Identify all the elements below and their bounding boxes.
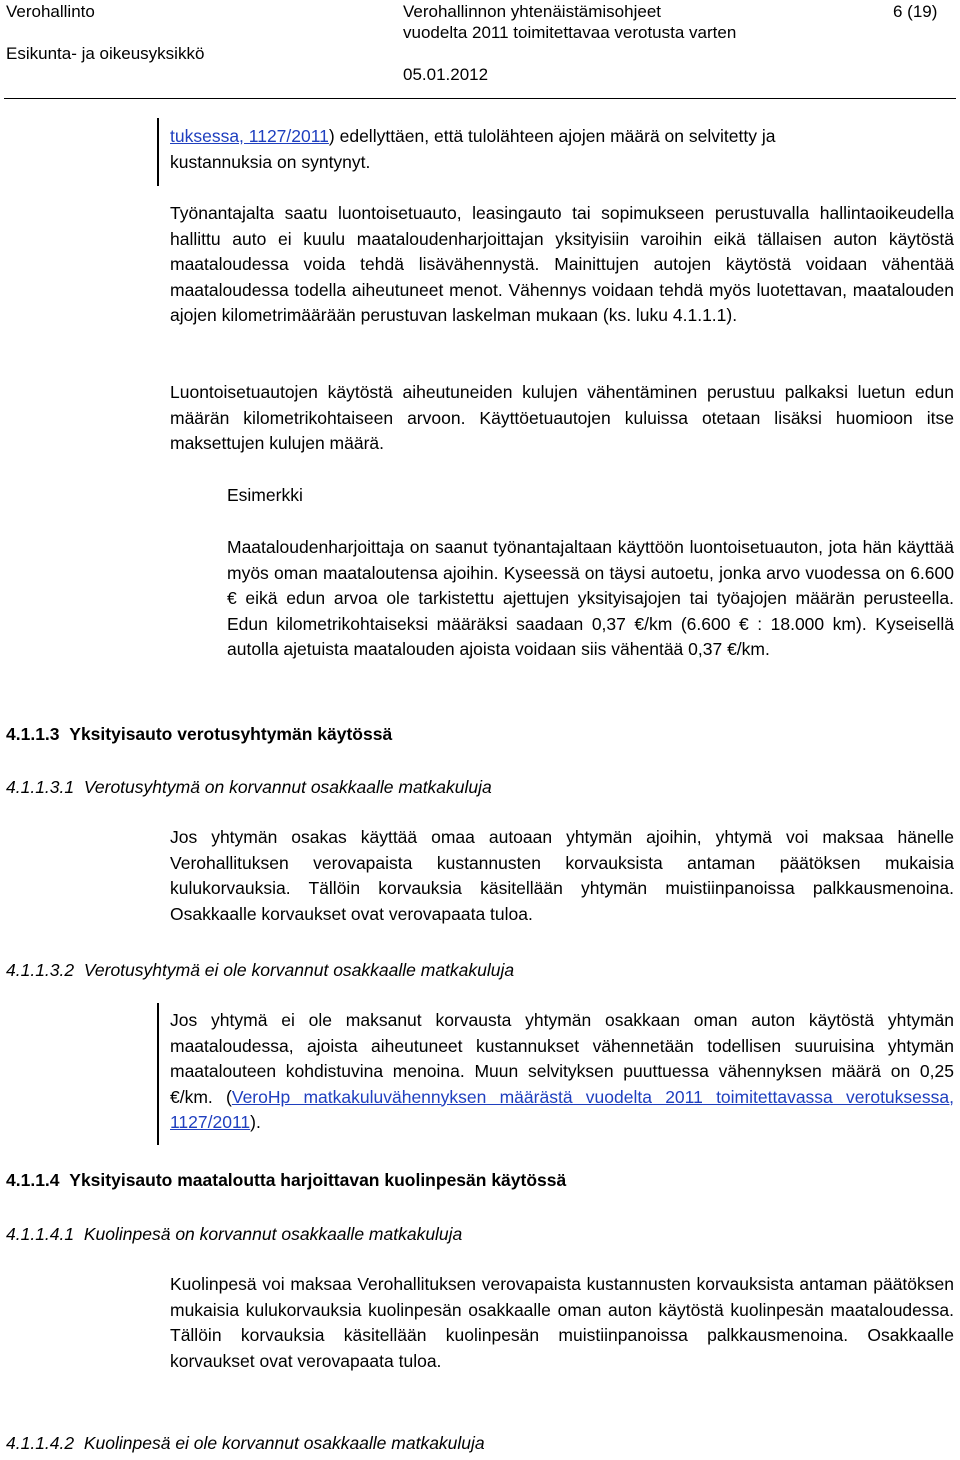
verohp-reference-link[interactable]: VeroHp matkakuluvähennyksen määrästä vuodelta 2011 toimitettavassa verotuksessa, 1127/2011 — [170, 1086, 954, 1132]
law-reference-link[interactable]: tuksessa, 1127/2011 — [170, 126, 329, 146]
header-unit: Esikunta- ja oikeusyksikkö — [6, 44, 205, 63]
header-title-line1: Verohallinnon yhtenäistämisohjeet — [403, 2, 662, 21]
header-org: Verohallinto — [6, 2, 95, 21]
subsection-heading-4-1-1-3-2: 4.1.1.3.2 Verotusyhtymä ei ole korvannut osakkaalle matkakuluja — [6, 960, 515, 980]
subsection-heading-4-1-1-3-1: 4.1.1.3.1 Verotusyhtymä on korvannut osakkaalle matkakuluja — [6, 777, 492, 797]
change-bar — [157, 118, 159, 186]
paragraph-partnership-not-compensated: Jos yhtymä ei ole maksanut korvausta yhtymän osakkaan oman auton käytöstä yhtymän maataloudessa, ajoista aiheutuneet kustannukset vähennetään todellisen suuruisina yhtymän maatalouteen kohdistuvina menoina. Muun selvityksen puuttuessa vähennyksen määrä on 0,25 €/km. (VeroHp matkakuluvähennyksen määrästä vuodelta 2011 toimitettavassa verotuksessa, 1127/2011). — [170, 1010, 954, 1132]
header-page-number: 6 (19) — [893, 2, 938, 21]
paragraph-continuation: tuksessa, 1127/2011) edellyttäen, että tulolähteen ajojen määrä on selvitetty ja kustannuksia on syntynyt. — [170, 126, 776, 172]
change-bar — [157, 1003, 159, 1145]
example-text: Maataloudenharjoittaja on saanut työnantajaltaan käyttöön luontoisetuauton, jota hän käyttää myös oman maataloutensa ajoihin. Kyseessä on täysi autoetu, jonka arvo vuodessa on 6.600 € eikä edun arvoa ole tarkistettu ajettujen yksityisajojen tai työajojen määrän perusteella. Edun kilometrikohtaiseksi määräksi saadaan 0,37 €/km (6.600 € : 18.000 km). Kyseisellä autolla ajetuista maatalouden ajoista voidaan siis vähentää 0,37 €/km. — [227, 537, 954, 659]
paragraph-company-car: Työnantajalta saatu luontoisetuauto, leasingauto tai sopimukseen perustuvalla hallintaoikeudella hallittu auto ei kuulu maataloudenharjoittajan yksityisiin varoihin eikä tällaisen auton käytöstä maataloudessa voida tehdä lisävähennystä. Mainittujen autojen käytöstä voidaan vähentää maataloudessa todella aiheutuneet menot. Vähennys voidaan tehdä myös luotettavan, maatalouden ajojen kilometrimäärään perustuvan laskelman mukaan (ks. luku 4.1.1.1). — [170, 203, 954, 325]
paragraph-benefit-car: Luontoisetuautojen käytöstä aiheutuneiden kulujen vähentäminen perustuu palkaksi luetun edun määrän kilometrikohtaiseen arvoon. Käyttöetuautojen kuluissa otetaan lisäksi huomioon itse maksettujen kulujen määrä. — [170, 382, 954, 453]
subsection-heading-4-1-1-4-1: 4.1.1.4.1 Kuolinpesä on korvannut osakkaalle matkakuluja — [6, 1224, 463, 1244]
header-date: 05.01.2012 — [403, 65, 489, 84]
section-heading-4-1-1-4: 4.1.1.4 Yksityisauto maataloutta harjoittavan kuolinpesän käytössä — [6, 1170, 567, 1190]
paragraph-partnership-compensated: Jos yhtymän osakas käyttää omaa autoaan yhtymän ajoihin, yhtymä voi maksaa hänelle Verohallituksen verovapaista kustannusten korvauksista antaman päätöksen mukaisia kulukorvauksia. Tällöin korvauksia käsitellään yhtymän muistiinpanoissa palkkausmenoina. Osakkaalle korvaukset ovat verovapaata tuloa. — [170, 827, 954, 924]
header-title-line2: vuodelta 2011 toimitettavaa verotusta varten — [403, 23, 737, 42]
subsection-heading-4-1-1-4-2: 4.1.1.4.2 Kuolinpesä ei ole korvannut osakkaalle matkakuluja — [6, 1433, 485, 1453]
example-label: Esimerkki — [227, 485, 303, 505]
header-rule — [4, 98, 956, 99]
paragraph-estate-compensated: Kuolinpesä voi maksaa Verohallituksen verovapaista kustannusten korvauksista antaman päätöksen mukaisia kulukorvauksia kuolinpesän osakkaalle oman auton käytöstä kuolinpesän maataloudessa. Tällöin korvauksia käsitellään kuolinpesän muistiinpanoissa palkkausmenoina. Osakkaalle korvaukset ovat verovapaata tuloa. — [170, 1274, 954, 1371]
section-heading-4-1-1-3: 4.1.1.3 Yksityisauto verotusyhtymän käytössä — [6, 724, 393, 744]
